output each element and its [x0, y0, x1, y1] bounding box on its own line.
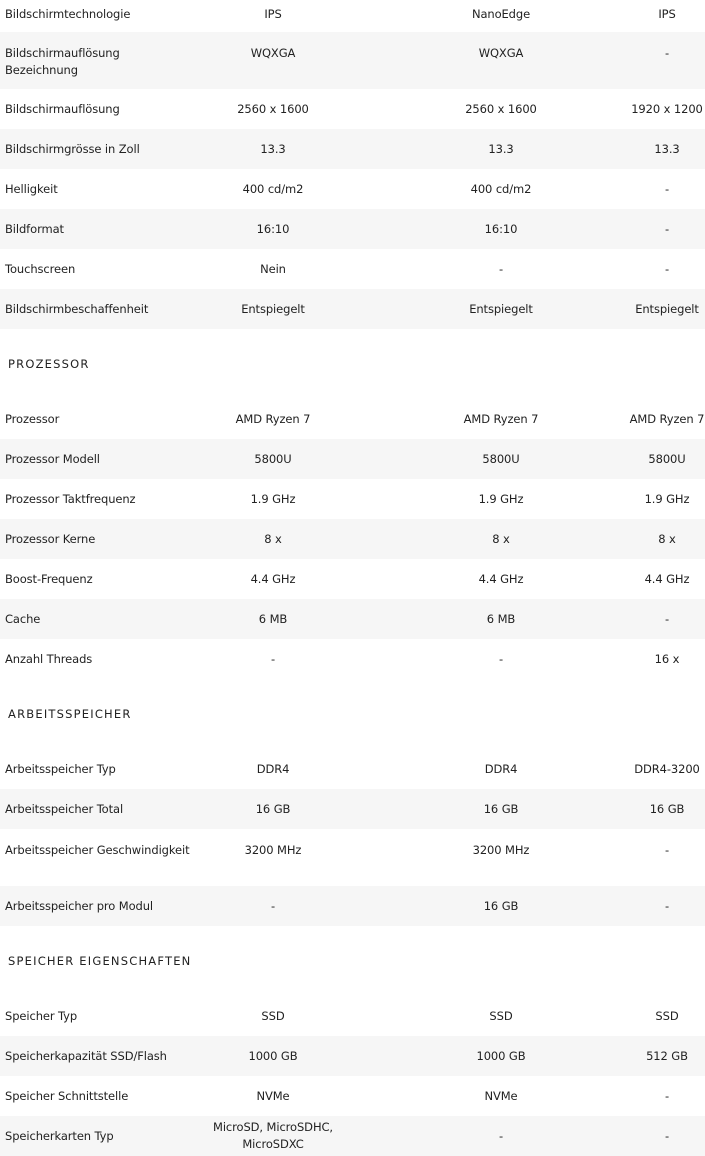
row-value-product-1: 16:10 — [256, 221, 290, 236]
row-value-product-1: 1000 GB — [248, 1048, 298, 1063]
row-label: Prozessor — [5, 411, 60, 426]
table-row — [0, 209, 705, 249]
row-value-product-2: 16:10 — [484, 221, 518, 236]
row-value-product-1: 13.3 — [260, 141, 286, 156]
row-label: Boost-Frequenz — [5, 571, 93, 586]
section-heading-storage: SPEICHER EIGENSCHAFTEN — [8, 954, 192, 968]
row-value-product-3: - — [664, 221, 670, 236]
table-row — [0, 886, 705, 926]
row-value-product-2: 1.9 GHz — [478, 491, 524, 506]
row-label: Prozessor Kerne — [5, 531, 96, 546]
row-value-product-3: 13.3 — [654, 141, 680, 156]
table-row — [0, 559, 705, 599]
row-label: Speicherkarten Typ — [5, 1128, 114, 1143]
row-value-product-1: Nein — [260, 261, 286, 276]
table-row — [0, 89, 705, 129]
row-value-product-2: - — [498, 261, 504, 276]
row-label: Bildschirmauflösung — [5, 101, 120, 116]
table-row — [0, 639, 705, 679]
row-value-product-1: AMD Ryzen 7 — [235, 411, 311, 426]
table-row — [0, 169, 705, 209]
row-value-product-2: SSD — [489, 1008, 513, 1023]
row-value-product-3: 1920 x 1200 — [631, 101, 703, 116]
row-label: Speicher Schnittstelle — [5, 1088, 129, 1103]
table-row — [0, 439, 705, 479]
row-value-product-2: 4.4 GHz — [478, 571, 524, 586]
table-row — [0, 399, 705, 439]
row-value-product-1: SSD — [261, 1008, 285, 1023]
table-row — [0, 479, 705, 519]
row-label: Speicherkapazität SSD/Flash — [5, 1048, 167, 1063]
row-value-product-3: - — [664, 898, 670, 913]
row-value-product-1: MicroSD, MicroSDHC, MicroSDXC — [213, 1120, 333, 1151]
table-row — [0, 996, 705, 1036]
row-value-product-3: 5800U — [648, 451, 686, 466]
row-value-product-1: 3200 MHz — [244, 843, 302, 857]
row-value-product-2: DDR4 — [484, 761, 518, 776]
row-value-product-1: - — [270, 651, 276, 666]
row-label: Bildformat — [5, 221, 64, 236]
row-label: Bildschirmbeschaffenheit — [5, 301, 149, 316]
row-value-product-1: 16 GB — [255, 801, 291, 816]
row-value-product-2: 3200 MHz — [472, 843, 530, 857]
row-value-product-2: 6 MB — [486, 611, 516, 626]
row-value-product-3: - — [664, 611, 670, 626]
row-value-product-2: 13.3 — [488, 141, 514, 156]
row-value-product-1: Entspiegelt — [241, 301, 305, 316]
row-label: Arbeitsspeicher Total — [5, 801, 124, 816]
row-label: Arbeitsspeicher Geschwindigkeit — [5, 843, 190, 857]
row-value-product-1: 1.9 GHz — [250, 491, 296, 506]
table-row — [0, 749, 705, 789]
row-value-product-3: 16 GB — [649, 801, 685, 816]
row-value-product-1: 6 MB — [258, 611, 288, 626]
table-row — [0, 32, 705, 89]
row-value-product-1: 400 cd/m2 — [242, 181, 304, 196]
row-value-product-2: 1000 GB — [476, 1048, 526, 1063]
row-label: Prozessor Modell — [5, 451, 100, 466]
row-value-product-1: 2560 x 1600 — [237, 101, 309, 116]
table-row — [0, 289, 705, 329]
row-value-product-3: - — [664, 843, 670, 857]
row-value-product-3: - — [664, 261, 670, 276]
row-value-product-1: - — [270, 898, 276, 913]
row-value-product-3: 1.9 GHz — [644, 491, 690, 506]
row-label: Arbeitsspeicher pro Modul — [5, 898, 154, 913]
table-row — [0, 1076, 705, 1116]
row-value-product-2: WQXGA — [478, 46, 524, 60]
row-value-product-2: 400 cd/m2 — [470, 181, 532, 196]
table-row — [0, 789, 705, 829]
row-value-product-1: NVMe — [256, 1088, 290, 1103]
row-value-product-3: - — [664, 1128, 670, 1143]
row-value-product-1: IPS — [264, 7, 282, 21]
row-label: Anzahl Threads — [5, 651, 93, 666]
row-value-product-2: 16 GB — [483, 801, 519, 816]
row-value-product-1: DDR4 — [256, 761, 290, 776]
row-value-product-3: 4.4 GHz — [644, 571, 690, 586]
row-value-product-3: AMD Ryzen 7 — [629, 411, 705, 426]
table-row — [0, 1116, 705, 1156]
row-value-product-1: 5800U — [254, 451, 292, 466]
row-label: Prozessor Taktfrequenz — [5, 491, 136, 506]
row-value-product-3: - — [664, 1088, 670, 1103]
row-value-product-2: - — [498, 651, 504, 666]
row-value-product-2: 5800U — [482, 451, 520, 466]
row-value-product-1: 4.4 GHz — [250, 571, 296, 586]
row-value-product-3: SSD — [655, 1008, 679, 1023]
row-value-product-2: Entspiegelt — [469, 301, 533, 316]
table-row — [0, 519, 705, 559]
row-value-product-3: DDR4-3200 — [634, 761, 700, 776]
section-heading-processor: PROZESSOR — [8, 357, 90, 371]
row-value-product-3: 512 GB — [646, 1048, 688, 1063]
row-label: Speicher Typ — [5, 1008, 78, 1023]
section-heading-memory: ARBEITSSPEICHER — [8, 707, 132, 721]
row-label: Cache — [5, 611, 41, 626]
table-row — [0, 129, 705, 169]
row-value-product-2: 8 x — [492, 531, 510, 546]
row-label: Bildschirmgrösse in Zoll — [5, 141, 140, 156]
row-value-product-3: 16 x — [654, 651, 680, 666]
table-row — [0, 0, 705, 32]
row-label: Touchscreen — [5, 261, 76, 276]
row-value-product-3: - — [664, 46, 670, 60]
table-row — [0, 249, 705, 289]
row-value-product-2: 2560 x 1600 — [465, 101, 537, 116]
row-value-product-1: 8 x — [264, 531, 282, 546]
row-value-product-2: NVMe — [484, 1088, 518, 1103]
row-value-product-3: - — [664, 181, 670, 196]
table-row — [0, 829, 705, 886]
row-value-product-1: WQXGA — [250, 46, 296, 60]
row-value-product-2: AMD Ryzen 7 — [463, 411, 539, 426]
row-value-product-2: NanoEdge — [471, 7, 531, 21]
row-value-product-3: 8 x — [658, 531, 676, 546]
table-row — [0, 599, 705, 639]
row-value-product-2: - — [498, 1128, 504, 1143]
row-value-product-2: 16 GB — [483, 898, 519, 913]
table-row — [0, 1036, 705, 1076]
row-label: Arbeitsspeicher Typ — [5, 761, 116, 776]
row-value-product-3: Entspiegelt — [635, 301, 699, 316]
row-label: Bildschirmauflösung Bezeichnung — [5, 46, 120, 77]
row-value-product-3: IPS — [658, 7, 676, 21]
row-label: Bildschirmtechnologie — [5, 7, 131, 21]
row-label: Helligkeit — [5, 181, 58, 196]
